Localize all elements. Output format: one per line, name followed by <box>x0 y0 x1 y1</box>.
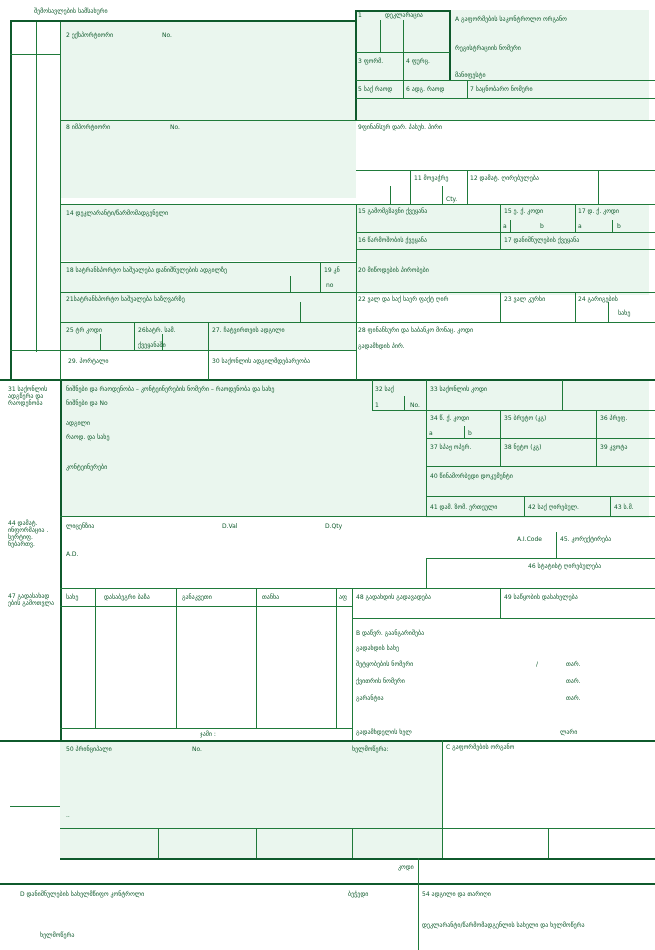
box47-label: 47 გადასახად ების გამოთვლა <box>8 593 54 607</box>
col-mp: აფ <box>339 594 347 601</box>
signature-label: ხელმოწერა: <box>352 746 389 753</box>
container-label: კონტეინერები <box>66 464 108 471</box>
d-signature-label: ხელმოწერა <box>40 932 75 939</box>
box15a-b: b <box>540 223 544 230</box>
customs-office-label: A გაფორმების საკონტროლო ორგანო <box>455 16 567 23</box>
box3-label: 3 ფორმ. <box>358 58 384 65</box>
box42-label: 42 საქ ღირებულ. <box>528 504 579 511</box>
ad-label: A.D. <box>66 551 79 558</box>
box49-label: 49 საწყობის დასახელება <box>504 594 578 601</box>
date3-label: თარ. <box>566 695 581 702</box>
box17b-label: 17 დანიშნულების ქვეყანა <box>504 237 580 244</box>
box34-label: 34 წ. ქ. კოდი <box>430 415 470 422</box>
dqty-label: D.Qty <box>325 523 343 530</box>
box25-label: 25 ტრ კოდი <box>66 327 102 334</box>
box30-label: 30 საქონლის ადგილმდებარეობა <box>212 358 311 365</box>
box50-no: No. <box>192 746 202 753</box>
box17a-a: a <box>578 223 582 230</box>
payer-sign-label: გადამხდელის ხელ <box>356 729 412 736</box>
box11-cty: Cty. <box>446 196 458 203</box>
box48-label: 48 გადახდის გადავადება <box>356 594 431 601</box>
box7-label: 7 საცნობარო ნომერი <box>470 86 533 93</box>
box17a-b: b <box>617 223 621 230</box>
manifest-label: მანიფესტი <box>455 72 486 79</box>
slash-mark: / <box>536 661 539 668</box>
box40-label: 40 წინამორბედი დოკუმენტი <box>430 473 513 480</box>
box54-sub: დეკლარანტი/წარმომადგენლის სახელი და ხელმოწერა <box>422 922 585 929</box>
box50-label: 50 პრინციპალი <box>66 746 112 753</box>
col-amount: თანხა <box>262 594 280 601</box>
box17a-label: 17 დ. ქ. კოდი <box>578 208 619 215</box>
box32-label: 32 საქ <box>375 386 394 393</box>
box41-label: 41 დამ. ზომ. ერთეული <box>430 504 498 511</box>
box45-label: 45. კორექტირება <box>560 536 612 543</box>
date1-label: თარ. <box>566 661 581 668</box>
box15a-a: a <box>503 223 507 230</box>
date2-label: თარ. <box>566 678 581 685</box>
box14-declarant-label: 14 დეკლარანტი/წარმომადგენელი <box>66 210 169 217</box>
box46-label: 46 სტატისტ ღირებულება <box>528 563 602 570</box>
marks-label: ნიშნები და რაოდენობა – კონტეინერების ნომერი – რაოდენობა და სახე <box>66 386 275 393</box>
box31-label: 31 საქონლის ადგწერა და რაოდენობა <box>8 386 48 407</box>
box1-number: 1 <box>358 12 362 19</box>
box8-no: No. <box>170 124 180 131</box>
box32-no: No. <box>410 402 420 409</box>
box15a-label: 15 ე. ქ. კოდი <box>504 208 544 215</box>
box19-no: no <box>326 282 334 289</box>
box26-label: 26სატრ. სამ. <box>138 327 176 334</box>
stamp-label: ბეჭედი <box>348 891 369 898</box>
alcode-label: A.I.Code <box>517 536 542 543</box>
col-rate: განაკვეთი <box>182 594 212 601</box>
registration-number-label: რეგისტრაციის ნომერი <box>455 45 521 52</box>
box20-label: 20 მიწოდების პირობები <box>358 267 429 274</box>
box2-no: No. <box>162 32 172 39</box>
d-control-label: D დანიშნულების სახელმწიფო კონტროლი <box>20 891 145 898</box>
guarantee-label: გარანტია <box>356 695 384 702</box>
box54-label: 54 ადგილი და თარიღი <box>422 891 491 898</box>
box28-label: 28 ფინანსური და საბანკო მონაც. კოდი <box>358 327 474 334</box>
box36-label: 36 პრეფ. <box>600 415 628 422</box>
box23-label: 23 ვალ კურსი <box>504 296 546 303</box>
exporter-office-title: შემოსავლების სამსახური <box>34 8 108 15</box>
place-label: ადგილი <box>66 420 91 427</box>
box26-sub: ქვეყანაში <box>138 342 166 349</box>
box11-label: 11 მოვაჭრე <box>414 175 449 182</box>
box43-label: 43 ს.მ. <box>614 504 634 511</box>
licence-label: ლიცენზია <box>66 523 95 530</box>
qty-label: რაოდ. და სახე <box>66 434 110 441</box>
box39-label: 39 კვოტა <box>600 444 628 451</box>
box24-label: 24 გარიგების <box>578 296 618 303</box>
total-label: ჯამი : <box>200 731 216 738</box>
col-type: სახე <box>66 594 79 601</box>
box8-importer-label: 8 იმპორტიორი <box>66 124 111 131</box>
box27-label: 27. ჩატვირთვის ადგილი <box>212 327 285 334</box>
box4-label: 4 ფურც. <box>406 58 430 65</box>
box2-exporter-label: 2 ექსპორტიორი <box>66 32 114 39</box>
countries-fill <box>356 205 649 295</box>
box19-label: 19 კნ <box>324 267 340 274</box>
box38-label: 38 ნეტო (კგ) <box>504 444 542 451</box>
box9-label: 9ფინანსურ დარ. პასუხ. პირი <box>358 124 443 131</box>
box35-label: 35 ბრუტო (კგ) <box>504 415 547 422</box>
box34-b: b <box>468 430 472 437</box>
code-label: კოდი <box>398 864 414 871</box>
box24-sub: სახე <box>618 310 631 317</box>
box37-label: 37 სპაჟ ოპერ. <box>430 444 472 451</box>
col-base: დასაბეგრი ბაზა <box>104 594 150 601</box>
pay-type-label: გადახდის სახე <box>356 645 400 652</box>
principal-fill <box>60 740 442 860</box>
box15-label: 15 გამომგზავნი ქვეყანა <box>358 208 428 215</box>
box5-label: 5 საქ რაოდ <box>358 86 393 93</box>
box21-label: 21სატრანსპორტო საშუალება საზღვარზე <box>66 296 185 303</box>
box16-label: 16 წარმოშობის ქვეყანა <box>358 237 427 244</box>
b-details-label: B დაწვრ. გაანგარიშება <box>356 630 425 637</box>
receipt-label: შეტყობების ნომერი <box>356 661 414 668</box>
box6-label: 6 ადგ. რაოდ <box>406 86 445 93</box>
box33-label: 33 საქონლის კოდი <box>430 386 487 393</box>
c-office-label: C გაფორმების ორგანო <box>446 744 515 751</box>
box32-num: 1 <box>375 402 379 409</box>
box22-label: 22 ვალ და საქ საერ ფაქტ ღირ <box>358 296 449 303</box>
box28-sub: გადამხდის პირ. <box>358 343 405 350</box>
box29-label: 29. პორტალი <box>68 358 109 365</box>
valid-label: ლარი <box>560 729 578 736</box>
header-right-fill <box>356 10 649 120</box>
box1-label: დეკლარაცია <box>385 12 423 19</box>
box18-label: 18 სატრანსპორტო საშუალება დანიშნულების ადგილზე <box>66 267 228 274</box>
check-label: ქვითრის ნომერი <box>356 678 405 685</box>
box12-label: 12 დამატ. ღირებულება <box>470 175 539 182</box>
exporter-fill <box>60 22 356 198</box>
dval-label: D.Val <box>222 523 238 530</box>
box44-label: 44 დამატ. ინფორმაცია . სერტიფ. ნებართვ. <box>8 520 49 548</box>
box34-a: a <box>429 430 433 437</box>
dots: .. <box>66 812 70 819</box>
marks-sub: ნიშნები და No <box>66 400 108 407</box>
